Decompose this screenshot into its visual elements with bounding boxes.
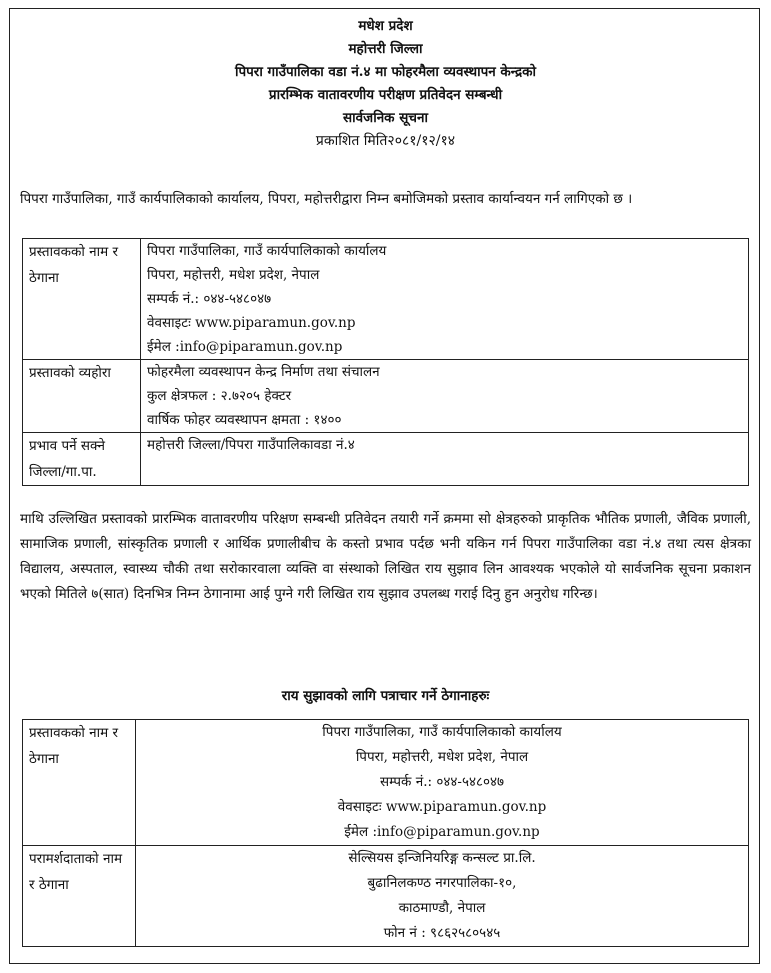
- table-row: [23, 720, 749, 846]
- proponent-address: पिपरा, महोत्तरी, मधेश प्रदेश, नेपाल: [355, 749, 529, 765]
- proposal-description: फोहरमैला व्यवस्थापन केन्द्र निर्माण तथा संचालन: [147, 364, 380, 380]
- district-title: महोत्तरी जिल्ला: [348, 41, 423, 57]
- body-paragraph: माथि उल्लिखित प्रस्तावको प्रारम्भिक वातावरणीय परिक्षण सम्बन्धी प्रतिवेदन तयारी गर्ने क्रममा सो क्षेत्रहरुको प्राकृतिक भौतिक प्रणाली, जैविक प्रणाली, सामाजिक प्रणाली, सांस्कृतिक प्रणाली र आर्थिक प्रणालीबीच के कस्तो प्रभाव पर्दछ भनी यकिन गर्न पिपरा गाउँपालिका वडा नं.४ तथा त्यस क्षेत्रका विद्यालय, अस्पताल, स्वास्थ्य चौकी तथा सरोकारवाला व्यक्ति वा संस्थाको लिखित राय सुझाव लिन आवश्यक भएकोले यो सार्वजनिक सूचना प्रकाशन भएको मितिले ७(सात) दिनभित्र निम्न ठेगानामा आई पुग्ने गरी लिखित राय सुझाव उपलब्ध गराई दिनु हुन अनुरोध गरिन्छ।: [20, 511, 751, 602]
- proponent-details: [136, 720, 749, 846]
- proponent-email: ईमेल :info@piparamun.gov.np: [344, 824, 540, 840]
- proponent-address: पिपरा, महोत्तरी, मधेश प्रदेश, नेपाल: [147, 267, 320, 283]
- province-title: मधेश प्रदेश: [358, 18, 413, 34]
- intro-paragraph: पिपरा गाउँपालिका, गाउँ कार्यपालिकाको कार्यालय, पिपरा, महोत्तरीद्वारा निम्न बमोजिमको प्रस्ताव कार्यान्वयन गर्न लागिएको छ ।: [20, 191, 633, 207]
- table-row: [23, 433, 749, 486]
- proponent-website: वेवसाइटः www.piparamun.gov.np: [337, 799, 547, 815]
- proponent-name: पिपरा गाउँपालिका, गाउँ कार्यपालिकाको कार्यालय: [322, 724, 562, 740]
- consultant-name: सेल्सियस इन्जिनियरिङ्ग कन्सल्ट प्रा.लि.: [348, 850, 536, 866]
- notice-page: [9, 8, 760, 964]
- consultant-phone: फोन नं : ९८६२५८०५४५: [383, 925, 501, 941]
- proponent-email: ईमेल :info@piparamun.gov.np: [147, 339, 343, 355]
- proponent-label: प्रस्तावकको नाम र ठेगाना: [23, 239, 141, 360]
- table-row: [23, 846, 749, 947]
- consultant-address: बुढानिलकण्ठ नगरपालिका-१०,: [367, 875, 517, 891]
- proposal-area: कुल क्षेत्रफल : २.७२०५ हेक्टर: [147, 388, 292, 404]
- notice-subject-line1: पिपरा गाउँपालिका वडा नं.४ मा फोहरमैला व्यवस्थापन केन्द्रको: [234, 64, 537, 80]
- notice-subject-line2: प्रारम्भिक वातावरणीय परीक्षण प्रतिवेदन सम्बन्धी: [268, 87, 503, 103]
- proponent-phone: सम्पर्क नं.: ०४४-५४८०४७: [379, 774, 505, 790]
- consultant-city: काठमाण्डौ, नेपाल: [398, 900, 486, 916]
- proponent-website: वेवसाइटः www.piparamun.gov.np: [147, 315, 356, 331]
- affected-area-value: महोत्तरी जिल्ला/पिपरा गाउँपालिकावडा नं.४: [141, 433, 749, 486]
- published-date: प्रकाशित मिति२०८१/१२/१४: [315, 133, 456, 149]
- notice-header: [10, 15, 761, 153]
- correspondence-heading: राय सुझावको लागि पत्राचार गर्ने ठेगानाहरुः: [281, 688, 490, 704]
- proposal-capacity: वार्षिक फोहर व्यवस्थापन क्षमता : १४००: [147, 412, 342, 428]
- consultant-details: [136, 846, 749, 947]
- table-row: [23, 360, 749, 433]
- proposal-subject-details: [141, 360, 749, 433]
- consultant-label: परामर्शदाताको नाम र ठेगाना: [23, 846, 136, 947]
- affected-area-label: प्रभाव पर्ने सक्ने जिल्ला/गा.पा.: [23, 433, 141, 486]
- correspondence-address-table: [22, 719, 749, 947]
- table-row: [23, 239, 749, 360]
- proponent-name: पिपरा गाउँपालिका, गाउँ कार्यपालिकाको कार्यालय: [147, 243, 387, 259]
- proposal-info-table: [22, 238, 749, 486]
- proponent-phone: सम्पर्क नं.: ०४४-५४८०४७: [147, 291, 272, 307]
- proponent-details: [141, 239, 749, 360]
- proposal-subject-label: प्रस्तावको व्यहोरा: [23, 360, 141, 433]
- notice-title: सार्वजनिक सूचना: [343, 110, 428, 126]
- proponent-label: प्रस्तावकको नाम र ठेगाना: [23, 720, 136, 846]
